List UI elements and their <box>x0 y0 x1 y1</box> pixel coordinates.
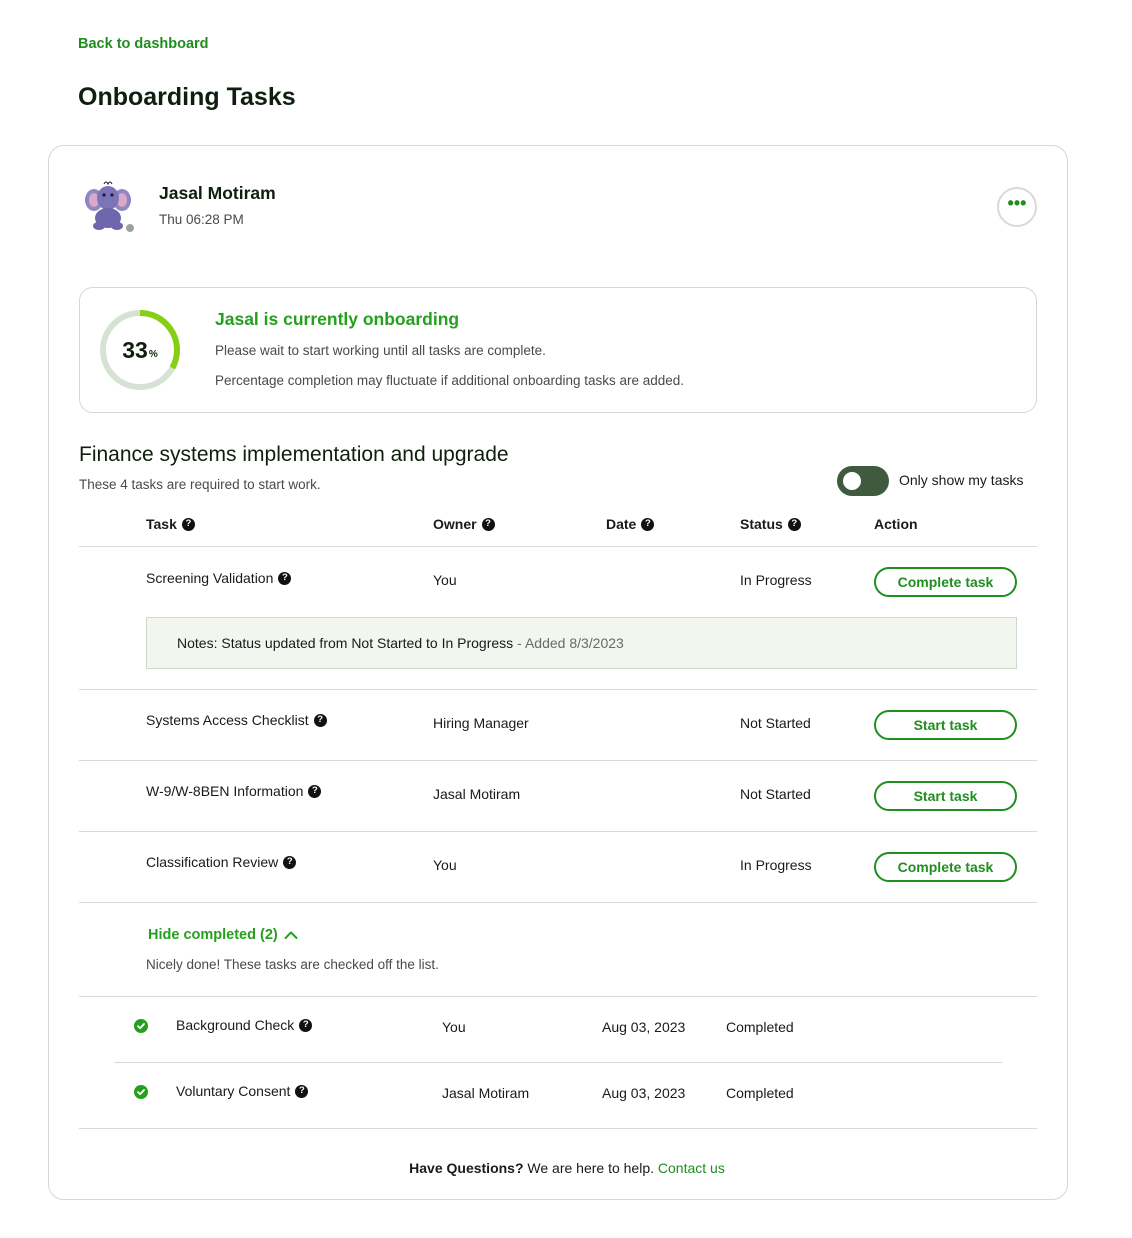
completed-task-name-label: Background Check <box>176 1017 295 1033</box>
task-name <box>146 570 291 586</box>
progress-percent-value: 33 <box>122 336 148 363</box>
completed-task-status: Completed <box>726 1019 794 1035</box>
completed-task-status: Completed <box>726 1085 794 1101</box>
divider <box>79 760 1037 761</box>
column-header-date <box>606 516 654 532</box>
column-header-date-label: Date <box>606 516 637 532</box>
task-owner: Jasal Motiram <box>433 786 521 802</box>
section-subtitle: These 4 tasks are required to start work. <box>79 477 321 492</box>
help-icon[interactable]: ? <box>278 572 291 585</box>
task-owner: You <box>433 857 457 873</box>
task-owner: Hiring Manager <box>433 715 529 731</box>
chevron-up-icon <box>284 930 298 940</box>
start-task-button[interactable]: Start task <box>874 710 1017 740</box>
completed-task-owner: Jasal Motiram <box>442 1085 530 1101</box>
progress-heading: Jasal is currently onboarding <box>215 309 460 329</box>
help-icon[interactable]: ? <box>182 518 195 531</box>
divider <box>79 831 1037 832</box>
help-icon[interactable]: ? <box>482 518 495 531</box>
progress-percent-symbol: % <box>148 348 158 360</box>
divider <box>79 902 1037 903</box>
column-header-status-label: Status <box>740 516 783 532</box>
column-header-action-label: Action <box>874 516 918 532</box>
completed-task-name <box>176 1083 308 1099</box>
task-name-label: Systems Access Checklist <box>146 712 309 728</box>
task-name <box>146 783 321 799</box>
only-my-tasks-toggle[interactable] <box>837 466 889 496</box>
column-header-status <box>740 516 801 532</box>
toggle-knob <box>843 472 861 490</box>
only-my-tasks-label: Only show my tasks <box>899 472 1024 488</box>
completed-task-name-label: Voluntary Consent <box>176 1083 291 1099</box>
page-title: Onboarding Tasks <box>78 83 296 111</box>
more-horizontal-icon: ••• <box>1007 193 1027 213</box>
footer-text: We are here to help. <box>527 1160 655 1176</box>
help-icon[interactable]: ? <box>641 518 654 531</box>
help-icon[interactable]: ? <box>283 856 296 869</box>
task-name <box>146 854 296 870</box>
completed-message: Nicely done! These tasks are checked off the list. <box>146 957 439 972</box>
progress-message: Please wait to start working until all tasks are complete. <box>215 343 546 358</box>
divider <box>79 1128 1037 1129</box>
check-circle-icon <box>134 1085 148 1099</box>
task-name <box>146 712 327 728</box>
task-owner: You <box>433 572 457 588</box>
task-status: Not Started <box>740 786 811 802</box>
task-status: Not Started <box>740 715 811 731</box>
check-circle-icon <box>134 1019 148 1033</box>
progress-percent <box>98 308 182 392</box>
completed-task-name <box>176 1017 312 1033</box>
presence-indicator <box>124 222 136 234</box>
column-header-action <box>874 516 918 532</box>
column-header-owner <box>433 516 495 532</box>
hide-completed-toggle[interactable] <box>148 927 298 943</box>
task-notes <box>146 617 1017 669</box>
footer-question: Have Questions? <box>409 1160 524 1176</box>
column-header-task <box>146 516 195 532</box>
hide-completed-label: Hide completed (2) <box>148 927 278 943</box>
task-name-label: Classification Review <box>146 854 279 870</box>
help-footer <box>0 1160 1132 1176</box>
complete-task-button[interactable]: Complete task <box>874 567 1017 597</box>
divider <box>79 996 1037 997</box>
completed-task-owner: You <box>442 1019 466 1035</box>
divider <box>79 546 1037 547</box>
user-local-time: Thu 06:28 PM <box>159 212 244 227</box>
more-options-button[interactable] <box>997 187 1037 227</box>
task-notes-text: Notes: Status updated from Not Started to In Progress <box>177 635 514 651</box>
task-notes-added: - Added 8/3/2023 <box>517 635 624 651</box>
section-title: Finance systems implementation and upgrade <box>79 443 509 466</box>
completed-task-date: Aug 03, 2023 <box>602 1019 686 1035</box>
help-icon[interactable]: ? <box>299 1019 312 1032</box>
start-task-button[interactable]: Start task <box>874 781 1017 811</box>
task-status: In Progress <box>740 572 812 588</box>
task-name-label: W-9/W-8BEN Information <box>146 783 304 799</box>
user-name: Jasal Motiram <box>159 183 276 203</box>
complete-task-button[interactable]: Complete task <box>874 852 1017 882</box>
help-icon[interactable]: ? <box>788 518 801 531</box>
column-header-owner-label: Owner <box>433 516 477 532</box>
divider <box>114 1062 1002 1063</box>
progress-note: Percentage completion may fluctuate if additional onboarding tasks are added. <box>215 373 685 388</box>
help-icon[interactable]: ? <box>308 785 321 798</box>
help-icon[interactable]: ? <box>314 714 327 727</box>
help-icon[interactable]: ? <box>295 1085 308 1098</box>
back-to-dashboard-link[interactable]: Back to dashboard <box>78 36 209 52</box>
divider <box>79 689 1037 690</box>
completed-task-date: Aug 03, 2023 <box>602 1085 686 1101</box>
column-header-task-label: Task <box>146 516 177 532</box>
contact-us-link[interactable]: Contact us <box>657 1160 725 1176</box>
task-status: In Progress <box>740 857 812 873</box>
task-name-label: Screening Validation <box>146 570 274 586</box>
